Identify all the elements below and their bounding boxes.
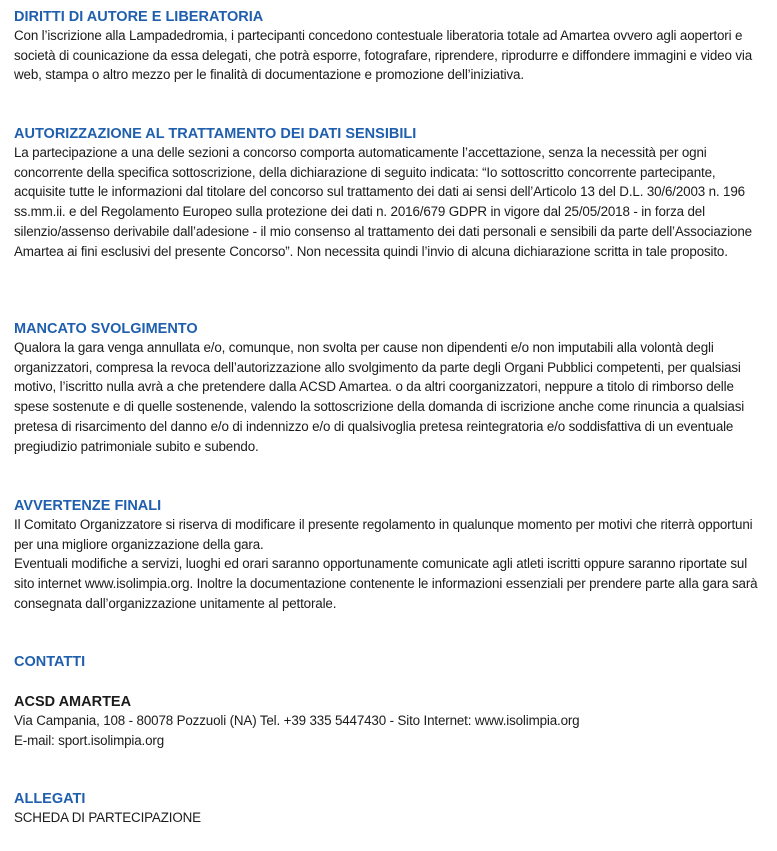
section-rights <box>14 9 766 85</box>
section-body-first: Il Comitato Organizzatore si riserva di modificare il presente regolamento in qualunque momento per motivi che riterrà opportuni per una migliore organizzazione della gara. <box>14 517 753 552</box>
section-body-second: Eventuali modifiche a servizi, luoghi ed orari saranno opportunamente comunicate agli atleti iscritti oppure saranno riportate sul sito internet www.isolimpia.org. Inoltre la documentazione contenente le informazioni essenziali per prendere parte alla gara sarà consegnata dall’organizzazione unitamente al pettorale. <box>14 556 758 611</box>
section-contacts <box>14 654 766 750</box>
section-attachments <box>14 791 766 828</box>
section-title: AVVERTENZE FINALI <box>14 498 162 514</box>
section-title: ALLEGATI <box>14 791 86 807</box>
attachment-item: SCHEDA DI PARTECIPAZIONE <box>14 810 201 825</box>
section-body: Qualora la gara venga annullata e/o, comunque, non svolta per cause non dipendenti e/o non imputabili alla volontà degli organizzatori, compresa la revoca dell’autorizzazione allo svolgimento da parte degli Organi Pubblici competenti, per qualsiasi motivo, l’iscritto nulla avrà a che pretendere dalla ACSD Amartea. o da altri coorganizzatori, neppure a titolo di rimborso delle spese sostenute e di quelle sostenende, valendo la sottoscrizione della domanda di iscrizione anche come rinuncia a qualsiasi pretesa di risarcimento del danno e/o di indennizzo e/o di qualsivoglia pretesa reintegratoria e/o soddisfattiva di un eventuale pregiudizio patrimoniale subito e subendo. <box>14 340 745 454</box>
section-body: La partecipazione a una delle sezioni a concorso comporta automaticamente l’accettazione, senza la necessità per ogni concorrente della specifica sottoscrizione, della dichiarazione di seguito indicata: “Io sottoscritto concorrente partecipante, acquisite tutte le informazioni dal titolare del concorso sul trattamento dei dati ai sensi dell’Articolo 13 del D.L. 30/6/2003 n. 196 ss.mm.ii. e del Regolamento Europeo sulla protezione dei dati n. 2016/679 GDPR in vigore dal 25/05/2018 - in forza del silenzio/assenso derivabile dall’adesione - il mio consenso al trattamento dei dati personali e sensibili da parte dell’Associazione Amartea ai fini esclusivi del presente Concorso”. Non necessita quindi l’invio di alcuna dichiarazione scritta in tale proposito. <box>14 145 752 259</box>
section-privacy <box>14 126 766 261</box>
section-cancellation <box>14 321 766 456</box>
org-name: ACSD AMARTEA <box>14 694 132 710</box>
section-title: DIRITTI DI AUTORE E LIBERATORIA <box>14 9 264 25</box>
section-title: CONTATTI <box>14 654 86 670</box>
section-title: MANCATO SVOLGIMENTO <box>14 321 198 337</box>
section-body: Con l’iscrizione alla Lampadedromia, i partecipanti concedono contestuale liberatoria totale ad Amartea ovvero agli aopertori e società di counicazione da essa delegati, che potrà esporre, fotografare, riprendere, riprodurre e diffondere immagini e video via web, stampa o altro mezzo per le finalità di documentazione e promozione dell’iniziativa. <box>14 28 753 83</box>
email-line: E-mail: sport.isolimpia.org <box>14 732 164 748</box>
address-line: Via Campania, 108 - 80078 Pozzuoli (NA) Tel. +39 335 5447430 - Sito Internet: www.isolimpia.org <box>14 713 580 728</box>
section-final-notes <box>14 498 766 614</box>
section-title: AUTORIZZAZIONE AL TRATTAMENTO DEI DATI SENSIBILI <box>14 126 417 142</box>
